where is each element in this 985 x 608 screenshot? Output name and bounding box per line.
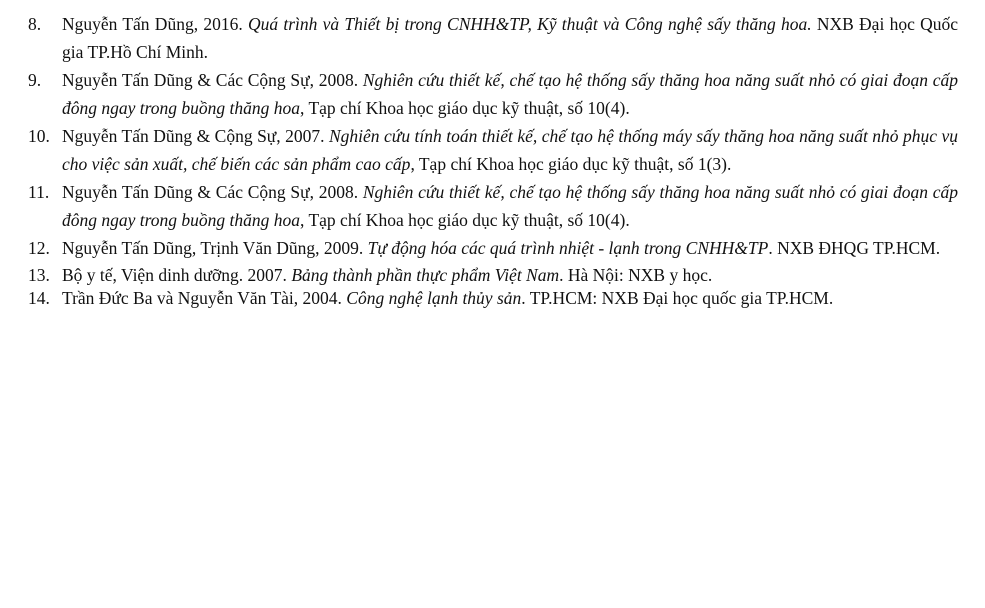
reference-list	[28, 10, 958, 313]
reference-authors: Trần Đức Ba và Nguyễn Văn Tài, 2004.	[62, 288, 347, 308]
reference-item-13	[28, 267, 958, 284]
reference-number: 11.	[28, 182, 50, 202]
reference-authors: Nguyễn Tấn Dũng & Các Cộng Sự, 2008.	[62, 182, 363, 202]
reference-item-8	[28, 10, 958, 66]
reference-item-14	[28, 290, 958, 307]
reference-title: Bảng thành phần thực phẩm Việt Nam	[291, 265, 560, 285]
reference-item-12	[28, 234, 958, 262]
reference-authors: Nguyễn Tấn Dũng & Các Cộng Sự, 2008.	[62, 70, 363, 90]
reference-number: 14.	[28, 288, 50, 308]
reference-publisher: , Tạp chí Khoa học giáo dục kỹ thuật, số 10(4).	[300, 98, 630, 118]
reference-item-10	[28, 122, 958, 178]
reference-publisher: , Tạp chí Khoa học giáo dục kỹ thuật, số 10(4).	[300, 210, 630, 230]
reference-number: 10.	[28, 126, 50, 146]
reference-item-9	[28, 66, 958, 122]
reference-title: Nghiên cứu thiết kế, chế tạo hệ thống sấy thăng hoa năng suất nhỏ có giai đoạn cấp đông ngay trong buồng thăng hoa	[62, 70, 958, 118]
reference-authors: Bộ y tế, Viện dinh dưỡng. 2007.	[62, 265, 292, 285]
reference-title: Nghiên cứu tính toán thiết kế, chế tạo hệ thống máy sấy thăng hoa năng suất nhỏ phục vụ cho việc sản xuất, chế biến các sản phẩm cao cấp	[62, 126, 958, 174]
reference-authors: Nguyễn Tấn Dũng, Trịnh Văn Dũng, 2009.	[62, 238, 368, 258]
reference-title: Tự động hóa các quá trình nhiệt - lạnh trong CNHH&TP	[367, 238, 769, 258]
reference-item-11	[28, 178, 958, 234]
reference-publisher: , Tạp chí Khoa học giáo dục kỹ thuật, số 1(3).	[410, 154, 732, 174]
reference-number: 8.	[28, 14, 42, 34]
reference-publisher: . NXB ĐHQG TP.HCM.	[768, 238, 941, 258]
reference-publisher: . TP.HCM: NXB Đại học quốc gia TP.HCM.	[521, 288, 834, 308]
reference-number: 12.	[28, 238, 50, 258]
reference-title: Công nghệ lạnh thủy sản	[346, 288, 522, 308]
reference-title: Quá trình và Thiết bị trong CNHH&TP, Kỹ thuật và Công nghệ sấy thăng hoa.	[247, 14, 812, 34]
reference-publisher: NXB Đại học Quốc gia TP.Hồ Chí Minh.	[62, 14, 958, 62]
reference-authors: Nguyễn Tấn Dũng & Cộng Sự, 2007.	[62, 126, 329, 146]
reference-publisher: . Hà Nội: NXB y học.	[559, 265, 713, 285]
reference-authors: Nguyễn Tấn Dũng, 2016.	[62, 14, 248, 34]
reference-title: Nghiên cứu thiết kế, chế tạo hệ thống sấy thăng hoa năng suất nhỏ có giai đoạn cấp đông ngay trong buồng thăng hoa	[62, 182, 958, 230]
reference-number: 13.	[28, 265, 50, 285]
reference-number: 9.	[28, 70, 42, 90]
